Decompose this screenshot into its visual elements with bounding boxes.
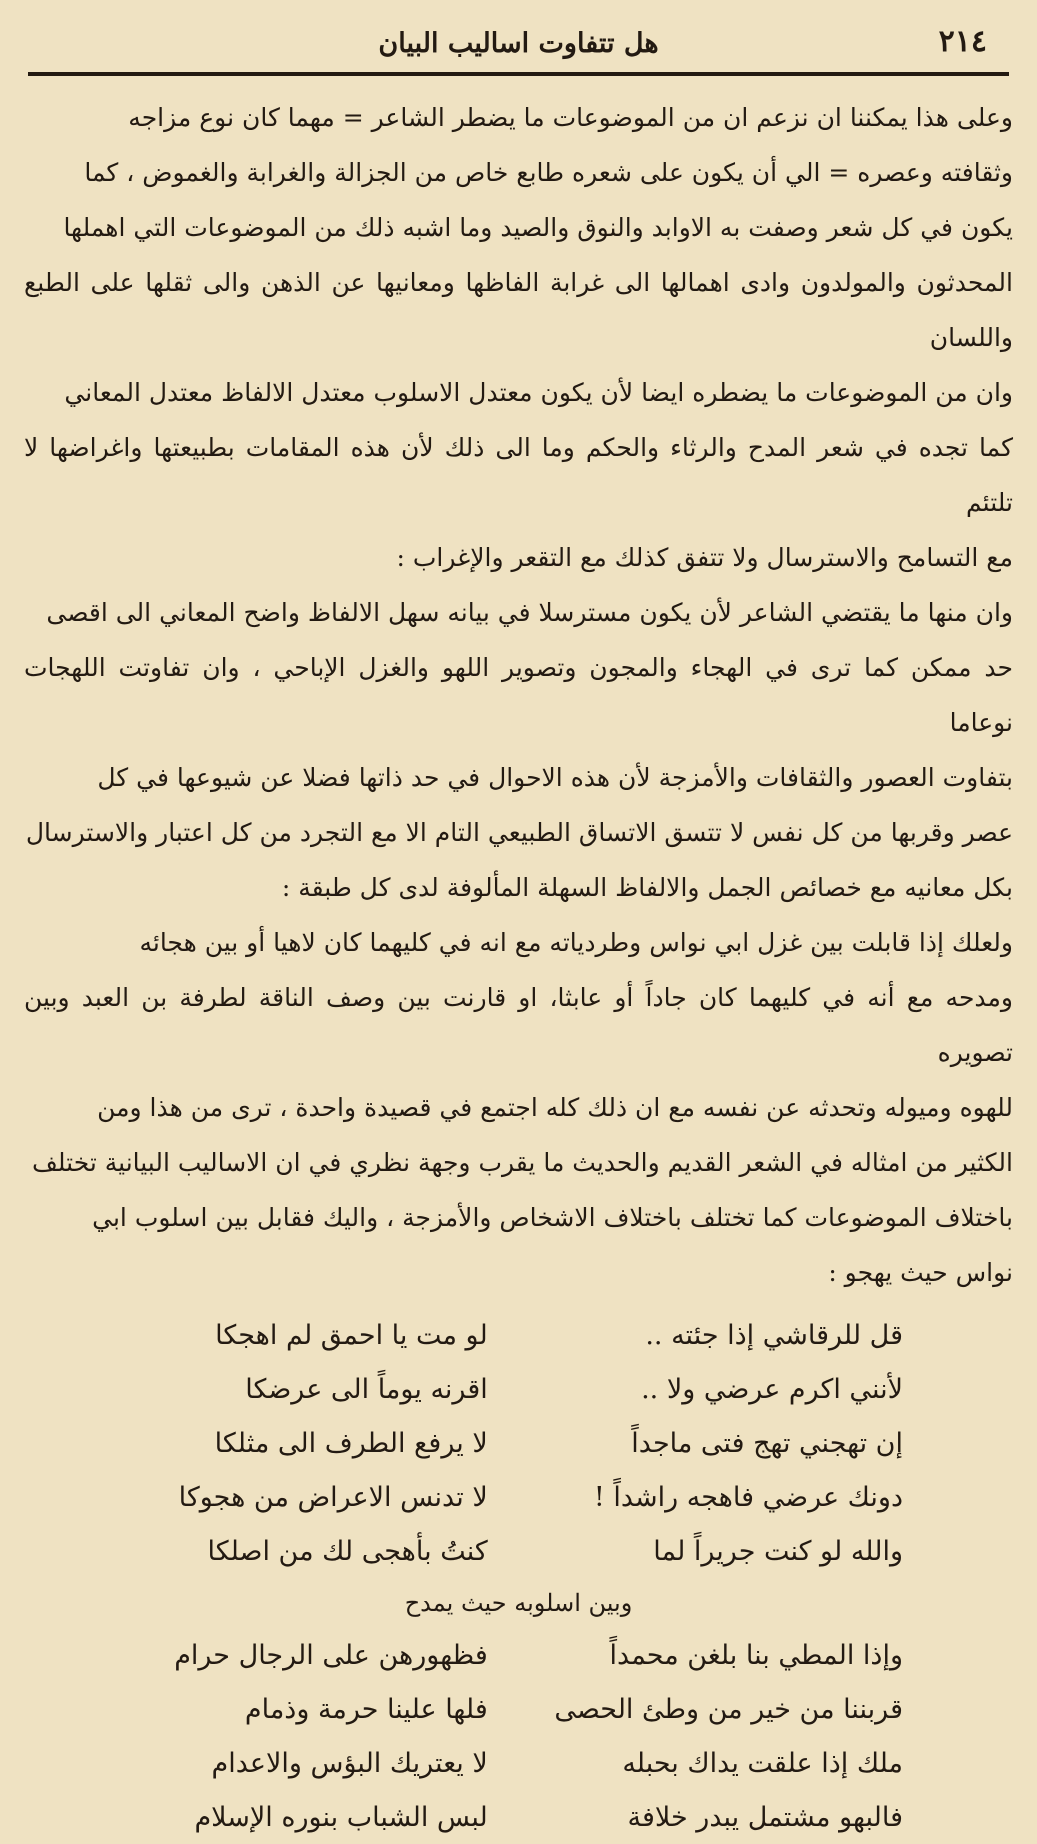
verse-line [134, 1362, 903, 1416]
verse-first-hemistich: ملك إذا علقت يداك بحبله [622, 1747, 903, 1779]
text-line: وان منها ما يقتضي الشاعر لأن يكون مسترسلا في بيانه سهل الالفاظ واضح المعاني الى اقصى [46, 598, 1013, 627]
text-line: نواس حيث يهجو : [828, 1258, 1013, 1287]
text-line: يكون في كل شعر وصفت به الاوابد والنوق والصيد وما اشبه ذلك من الموضوعات التي اهملها [63, 213, 1013, 242]
verse-second-hemistich: لبس الشباب بنوره الإسلام [194, 1801, 488, 1833]
verse-line [134, 1470, 903, 1524]
paragraph-4 [24, 915, 1013, 1300]
verse-line [134, 1308, 903, 1362]
verse-second-hemistich: فلها علينا حرمة وذمام [244, 1693, 488, 1725]
verse-intro: وبين اسلوبه حيث يمدح [404, 1589, 633, 1617]
verse-line [134, 1682, 903, 1736]
verse-second-hemistich: لا يعتريك البؤس والاعدام [211, 1747, 488, 1779]
paragraph-2 [24, 365, 1013, 585]
text-line: ولعلك إذا قابلت بين غزل ابي نواس وطردياته مع انه في كليهما كان لاهيا أو بين هجائه [139, 928, 1013, 957]
text-line: بتفاوت العصور والثقافات والأمزجة لأن هذه الاحوال في حد ذاتها فضلا عن شيوعها في كل [97, 763, 1013, 792]
verse-line [134, 1416, 903, 1470]
verse-line [134, 1736, 903, 1790]
page-header [28, 18, 1009, 68]
text-line: وثقافته وعصره = الي أن يكون على شعره طابع خاص من الجزالة والغرابة والغموض ، كما [84, 158, 1013, 187]
body-text [24, 90, 1013, 1844]
verse-first-hemistich: والله لو كنت جريراً لما [653, 1535, 903, 1567]
verse-second-hemistich: كنتُ بأهجى لك من اصلكا [207, 1535, 488, 1567]
verse-second-hemistich: اقرنه يوماً الى عرضكا [245, 1373, 488, 1405]
text-line: عصر وقربها من كل نفس لا تتسق الاتساق الطبيعي التام الا مع التجرد من كل اعتبار والاسترسال [25, 818, 1013, 847]
text-line: للهوه وميوله وتحدثه عن نفسه مع ان ذلك كله اجتمع في قصيدة واحدة ، ترى من هذا ومن [97, 1093, 1013, 1122]
verse-line [134, 1628, 903, 1682]
paragraph-1 [24, 90, 1013, 365]
text-line: وان من الموضوعات ما يضطره ايضا لأن يكون معتدل الاسلوب معتدل الالفاظ معتدل المعاني [64, 378, 1013, 407]
verse-second-hemistich: لو مت يا احمق لم اهجكا [215, 1319, 488, 1351]
verse-second-hemistich: لا تدنس الاعراض من هجوكا [178, 1481, 488, 1513]
text-line: المحدثون والمولدون وادى اهمالها الى غرابة الفاظها ومعانيها عن الذهن والى ثقلها على الطبع واللسان [24, 268, 1013, 352]
text-line: الكثير من امثاله في الشعر القديم والحديث ما يقرب وجهة نظري في ان الاساليب البيانية تختلف [32, 1148, 1013, 1177]
text-line: باختلاف الموضوعات كما تختلف باختلاف الاشخاص والأمزجة ، واليك فقابل بين اسلوب ابي [92, 1203, 1013, 1232]
text-line: كما تجده في شعر المدح والرثاء والحكم وما الى ذلك لأن هذه المقامات بطبيعتها واغراضها لا تلتئم [24, 433, 1013, 517]
page-number: ٢١٤ [938, 24, 987, 59]
text-line: مع التسامح والاسترسال ولا تتفق كذلك مع التقعر والإغراب : [396, 543, 1013, 572]
verse-first-hemistich: لأنني اكرم عرضي ولا .. [641, 1373, 903, 1405]
text-line: بكل معانيه مع خصائص الجمل والالفاظ السهلة المألوفة لدى كل طبقة : [281, 873, 1013, 902]
text-line: وعلى هذا يمكننا ان نزعم ان من الموضوعات ما يضطر الشاعر = مهما كان نوع مزاجه [128, 103, 1013, 132]
paragraph-3 [24, 585, 1013, 915]
verse-line [134, 1524, 903, 1578]
poem-satire [24, 1308, 1013, 1578]
text-line: ومدحه مع أنه في كليهما كان جاداً أو عابثا، او قارنت بين وصف الناقة لطرفة بن العبد وبين تصويره [24, 983, 1013, 1067]
verse-first-hemistich: فالبهو مشتمل يبدر خلافة [627, 1801, 903, 1833]
verse-first-hemistich: وإذا المطي بنا بلغن محمداً [609, 1639, 903, 1671]
header-rule [28, 72, 1009, 76]
verse-second-hemistich: فظهورهن على الرجال حرام [174, 1639, 488, 1671]
verse-first-hemistich: إن تهجني تهج فتى ماجداً [631, 1427, 903, 1459]
verse-first-hemistich: قربننا من خير من وطئ الحصى [554, 1693, 903, 1725]
poem-praise [24, 1628, 1013, 1844]
verse-line [134, 1790, 903, 1844]
verse-first-hemistich: دونك عرضي فاهجه راشداً ! [593, 1481, 903, 1513]
running-title: هل تتفاوت اساليب البيان [378, 27, 659, 59]
verse-first-hemistich: قل للرقاشي إذا جئته .. [645, 1319, 903, 1351]
verse-second-hemistich: لا يرفع الطرف الى مثلكا [214, 1427, 488, 1459]
text-line: حد ممكن كما ترى في الهجاء والمجون وتصوير اللهو والغزل الإباحي ، وان تفاوتت اللهجات نوعاما [24, 653, 1013, 737]
